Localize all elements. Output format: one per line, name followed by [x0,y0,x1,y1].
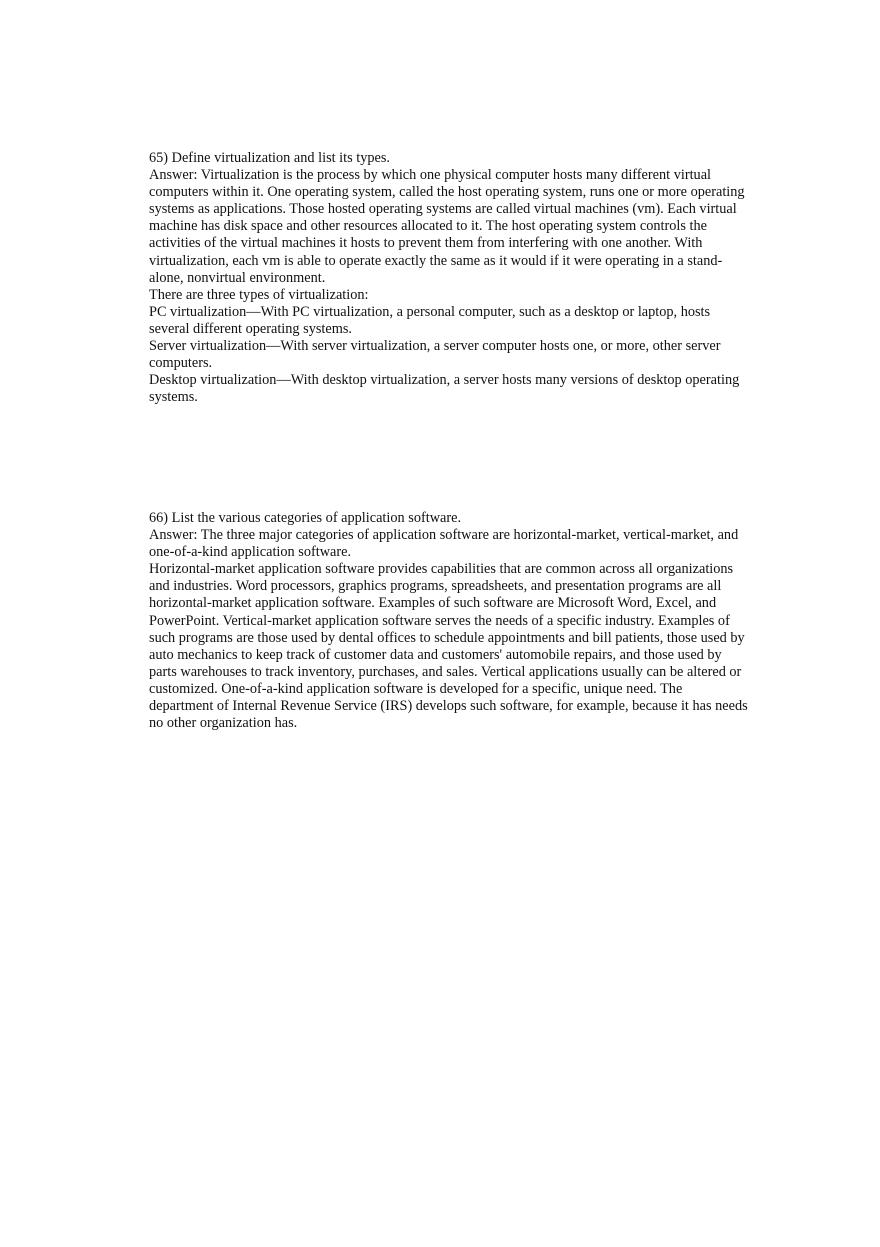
answer-text: Answer: Virtualization is the process by which one physical computer hosts many different virtual computers within it. One operating system, called the host operating system, runs one or more operating systems as applications. Those hosted operating systems are called virtual machines (vm). Each virtual machine has disk space and other resources allocated to it. The host operating system controls the activities of the virtual machines it hosts to prevent them from interfering with one another. With virtualization, each vm is able to operate exactly the same as it would if it were operating in a stand-alone, nonvirtual environment. [149,167,745,286]
answer-paragraph: PC virtualization—With PC virtualization, a personal computer, such as a desktop or laptop, hosts several different operating systems. [149,303,711,337]
answer-paragraph: Horizontal-market application software provides capabilities that are common across all organizations and industries. Word processors, graphics programs, spreadsheets, and presentation programs are all horizontal-market application software. Examples of such software are Microsoft Word, Excel, and PowerPoint. Vertical-market application software serves the needs of a specific industry. Examples of such programs are those used by dental offices to schedule appointments and bill patients, those used by auto mechanics to keep track of customer data and customers' automobile repairs, and those used by parts warehouses to track inventory, purchases, and sales. Vertical applications usually can be altered or customized. One-of-a-kind application software is developed for a specific, unique need. The department of Internal Revenue Service (IRS) develops such software, for example, because it has needs no other organization has. [149,561,748,732]
question-block-66 [149,510,749,732]
question-block-65 [149,150,749,406]
answer-text: Answer: The three major categories of application software are horizontal-market, vertical-market, and one-of-a-kind application software. [149,527,739,561]
question-text: 65) Define virtualization and list its types. [149,150,391,166]
answer-paragraph: There are three types of virtualization: [149,286,369,303]
answer-paragraph: Server virtualization—With server virtualization, a server computer hosts one, or more, other server computers. [149,338,721,372]
answer-paragraph: Desktop virtualization—With desktop virtualization, a server hosts many versions of desktop operating systems. [149,372,740,406]
question-text: 66) List the various categories of application software. [149,510,462,526]
